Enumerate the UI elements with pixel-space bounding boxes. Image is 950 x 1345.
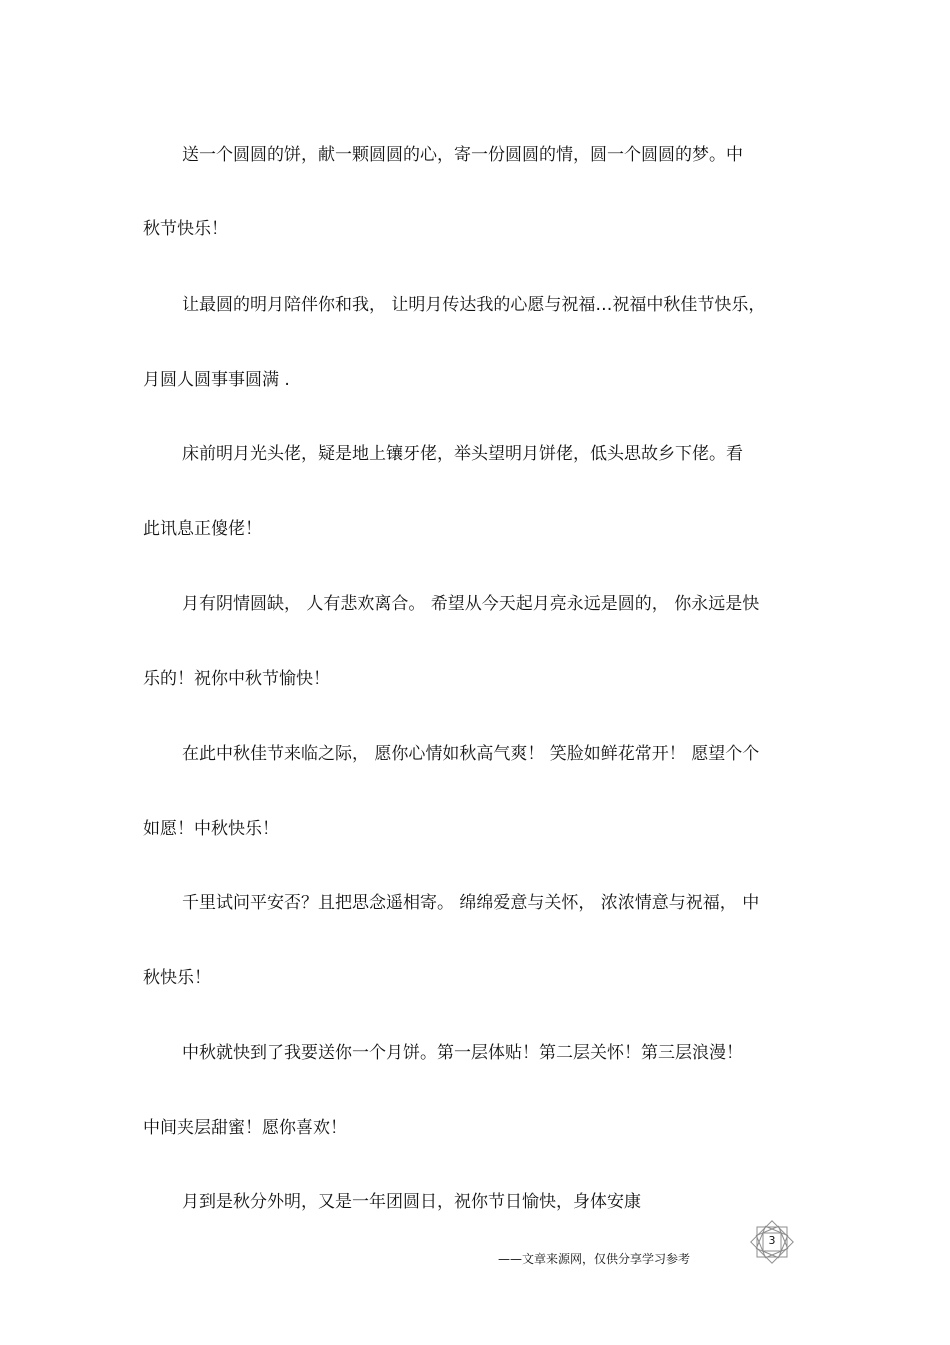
paragraph-5-line-1: 在此中秋佳节来临之际， 愿你心情如秋高气爽！ 笑脸如鲜花常开！ 愿望个个 — [182, 744, 760, 764]
page-number: 3 — [768, 1234, 776, 1247]
paragraph-8-line-1: 月到是秋分外明，又是一年团圆日，祝你节日愉快，身体安康 — [182, 1192, 641, 1212]
paragraph-2-line-2: 月圆人圆事事圆满 . — [143, 370, 290, 390]
paragraph-6-line-2: 秋快乐！ — [143, 968, 211, 988]
paragraph-1-line-2: 秋节快乐！ — [143, 219, 228, 239]
source-note: ——文章来源网，仅供分享学习参考 — [498, 1252, 691, 1266]
paragraph-4-line-2: 乐的！祝你中秋节愉快！ — [143, 669, 330, 689]
paragraph-7-line-1: 中秋就快到了我要送你一个月饼。第一层体贴！第二层关怀！第三层浪漫！ — [182, 1043, 743, 1063]
paragraph-3-line-2: 此讯息正傻佬！ — [143, 519, 262, 539]
paragraph-2-line-1: 让最圆的明月陪伴你和我， 让明月传达我的心愿与祝福…祝福中秋佳节快乐， — [182, 295, 766, 315]
paragraph-1-line-1: 送一个圆圆的饼，献一颗圆圆的心，寄一份圆圆的情，圆一个圆圆的梦。中 — [182, 145, 743, 165]
page-number-badge — [748, 1218, 796, 1266]
paragraph-5-line-2: 如愿！中秋快乐！ — [143, 819, 279, 839]
paragraph-7-line-2: 中间夹层甜蜜！愿你喜欢！ — [143, 1118, 347, 1138]
paragraph-4-line-1: 月有阴情圆缺， 人有悲欢离合。 希望从今天起月亮永远是圆的， 你永远是快 — [182, 594, 760, 614]
paragraph-3-line-1: 床前明月光头佬，疑是地上镶牙佬，举头望明月饼佬，低头思故乡下佬。看 — [182, 444, 743, 464]
paragraph-6-line-1: 千里试问平安否？且把思念遥相寄。 绵绵爱意与关怀， 浓浓情意与祝福， 中 — [182, 893, 760, 913]
